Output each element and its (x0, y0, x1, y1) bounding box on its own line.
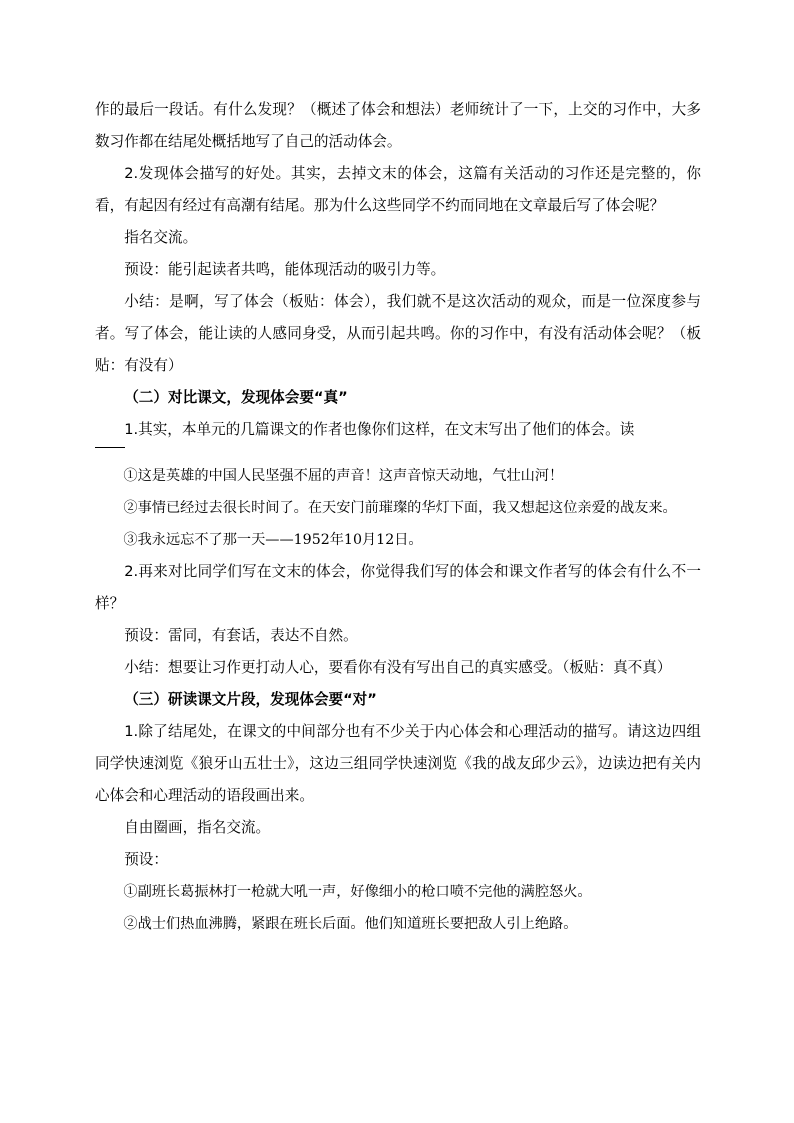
paragraph-preset: 预设：能引起读者共鸣，能体现活动的吸引力等。 (124, 261, 446, 278)
paragraph-preset-2: 预设：雷同，有套话，表达不自然。 (124, 627, 358, 644)
paragraph-summary: 小结：是啊，写了体会（板贴：体会），我们就不是这次活动的观众，而是一位深度参与者。写了体会，能让读的人感同身受，从而引起共鸣。你的习作中，有没有活动体会呢？（板贴：有没有） (95, 293, 701, 374)
paragraph-step-1-compare: 1.其实，本单元的几篇课文的作者也像你们这样，在文末写出了他们的体会。读 (124, 421, 635, 438)
quote-4: ①副班长葛振林打一枪就大吼一声，好像细小的枪口喷不完他的满腔怒火。 (123, 884, 592, 900)
dash-rule (95, 447, 125, 448)
paragraph-intro: 作的最后一段话。有什么发现？（概述了体会和想法）老师统计了一下，上交的习作中，大多数习作都在结尾处概括地写了自己的活动体会。 (95, 101, 701, 150)
paragraph-preset-3: 预设： (124, 851, 168, 868)
paragraph-step-1-study: 1.除了结尾处，在课文的中间部分也有不少关于内心体会和心理活动的描写。请这边四组同学快速浏览《狼牙山五壮士》，这边三组同学快速浏览《我的战友邱少云》，边读边把有关内心体会和心理活动的语段画出来。 (95, 723, 701, 804)
quote-2: ②事情已经过去很长时间了。在天安门前璀璨的华灯下面，我又想起这位亲爱的战友来。 (123, 500, 677, 516)
quote-5: ②战士们热血沸腾，紧跟在班长后面。他们知道班长要把敌人引上绝路。 (123, 916, 578, 932)
document-page (95, 94, 701, 940)
paragraph-circle: 自由圈画，指名交流。 (124, 819, 271, 836)
section-heading-3: （三）研读课文片段，发现体会要“对” (124, 691, 377, 708)
paragraph-step-2: 2.发现体会描写的好处。其实，去掉文末的体会，这篇有关活动的习作还是完整的，你看，有起因有经过有高潮有结尾。那为什么这些同学不约而同地在文章最后写了体会呢？ (95, 165, 701, 214)
quote-1: ①这是英雄的中国人民坚强不屈的声音！这声音惊天动地，气壮山河！ (123, 468, 564, 484)
paragraph-summary-2: 小结：想要让习作更打动人心，要看你有没有写出自己的真实感受。（板贴：真不真） (124, 659, 672, 676)
quote-3: ③我永远忘不了那一天——1952年10月12日。 (123, 532, 423, 548)
section-heading-2: （二）对比课文，发现体会要“真” (124, 389, 348, 406)
paragraph-step-2-compare: 2.再来对比同学们写在文末的体会，你觉得我们写的体会和课文作者写的体会有什么不一样？ (95, 563, 701, 612)
paragraph-discussion: 指名交流。 (124, 229, 198, 246)
